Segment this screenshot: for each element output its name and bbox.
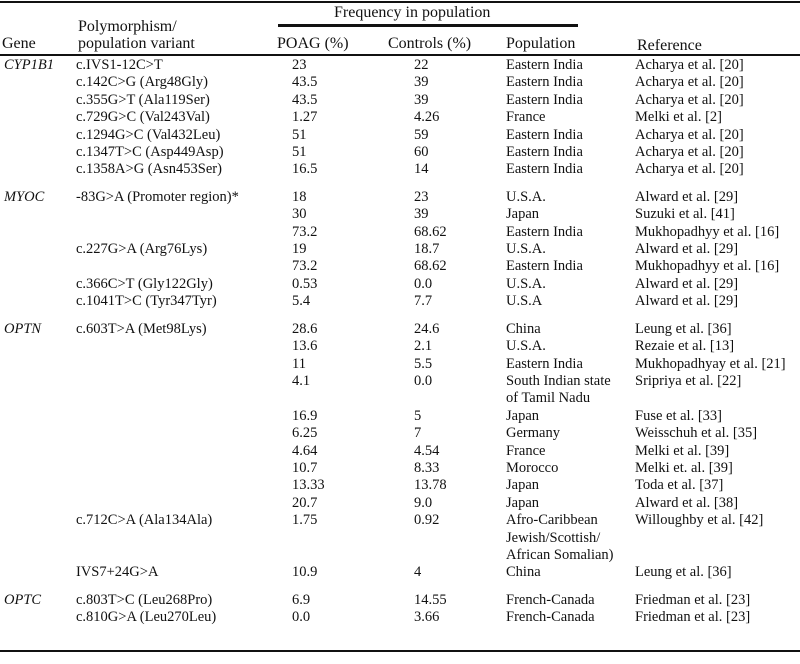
header-polymorphism-line2: population variant: [78, 35, 195, 52]
population-cell: [506, 356, 635, 373]
population-line: Eastern India: [506, 91, 583, 108]
reference-cell: Acharya et al. [20]: [635, 57, 744, 73]
controls-cell: 4.26: [414, 109, 440, 126]
variant-cell: c.1358A>G (Asn453Ser): [76, 161, 222, 178]
table-row: [0, 293, 800, 310]
gene-cell: [0, 338, 76, 355]
gene-cell: [0, 241, 76, 258]
poag-cell: 43.5: [292, 74, 318, 91]
poag-cell: 13.33: [292, 477, 325, 494]
variant-cell: c.603T>A (Met98Lys): [76, 320, 207, 337]
table-row: [0, 564, 800, 581]
population-line: African Somalian): [506, 546, 614, 563]
reference-cell: Fuse et al. [33]: [635, 407, 722, 424]
variant-cell: -83G>A (Promoter region)*: [76, 188, 239, 205]
poag-cell: 28.6: [292, 320, 318, 337]
table-row: [0, 321, 800, 338]
population-cell: [506, 161, 635, 178]
controls-cell: 0.0: [414, 372, 433, 389]
controls-cell: 24.6: [414, 320, 440, 337]
group-spacer: [0, 311, 800, 321]
variant-cell: c.1041T>C (Tyr347Tyr): [76, 293, 217, 310]
reference-cell: Acharya et al. [20]: [635, 126, 744, 143]
population-line: Germany: [506, 425, 560, 442]
population-cell: [506, 224, 635, 241]
gene-cell: [0, 161, 76, 178]
spacer-cell: [0, 311, 800, 321]
population-cell: [506, 109, 635, 126]
controls-cell: 14.55: [414, 591, 447, 608]
frequency-group-rule: [278, 24, 578, 27]
header-gene: Gene: [2, 35, 36, 52]
controls-cell: 7: [414, 425, 422, 442]
gene-cell: [0, 109, 76, 126]
population-line: U.S.A.: [506, 241, 546, 258]
header-controls: Controls (%): [388, 35, 472, 52]
poag-cell: 73.2: [292, 223, 318, 240]
reference-cell: Toda et al. [37]: [635, 477, 724, 494]
gene-cell: [0, 477, 76, 494]
poag-cell: 0.53: [292, 275, 318, 292]
population-cell: [506, 495, 635, 512]
population-line: French-Canada: [506, 591, 595, 608]
reference-cell: Suzuki et al. [41]: [635, 206, 735, 223]
controls-cell: 22: [414, 57, 429, 73]
population-line: Jewish/Scottish/: [506, 529, 601, 546]
variant-cell: [76, 258, 282, 275]
poag-cell: 10.7: [292, 459, 318, 476]
table-bottom-rule: [0, 650, 800, 652]
table-row: [0, 109, 800, 126]
population-cell: [506, 189, 635, 206]
population-cell: [506, 241, 635, 258]
population-cell: [506, 321, 635, 338]
population-cell: [506, 92, 635, 109]
poag-cell: 18: [292, 188, 307, 205]
reference-cell: Alward et al. [29]: [635, 275, 739, 292]
poag-cell: 30: [292, 206, 307, 223]
poag-cell: 23: [292, 57, 307, 73]
poag-cell: 4.64: [292, 442, 318, 459]
variant-cell: c.142C>G (Arg48Gly): [76, 74, 208, 91]
controls-cell: 39: [414, 74, 429, 91]
population-cell: [506, 592, 635, 609]
header-population: Population: [506, 35, 576, 52]
reference-cell: Alward et al. [38]: [635, 494, 739, 511]
poag-cell: 11: [292, 355, 306, 372]
reference-cell: Melki et al. [39]: [635, 442, 730, 459]
population-line: U.S.A.: [506, 338, 546, 355]
data-table: [0, 57, 800, 627]
population-cell: [506, 293, 635, 310]
reference-cell: Weisschuh et al. [35]: [635, 425, 758, 442]
population-line: French-Canada: [506, 609, 595, 626]
table-row: [0, 224, 800, 241]
controls-cell: 23: [414, 188, 429, 205]
header-frequency-group: Frequency in population: [334, 4, 491, 21]
population-line: Afro-Caribbean: [506, 512, 598, 529]
header-polymorphism-line1: Polymorphism/: [78, 18, 177, 35]
poag-cell: 1.75: [292, 512, 318, 529]
gene-cell: [0, 293, 76, 310]
variant-cell: [76, 408, 282, 425]
controls-cell: 18.7: [414, 241, 440, 258]
reference-cell: Rezaie et al. [13]: [635, 338, 735, 355]
population-line: U.S.A.: [506, 275, 546, 292]
reference-cell: Leung et al. [36]: [635, 564, 732, 581]
variant-cell: c.729G>C (Val243Val): [76, 109, 210, 126]
reference-cell: Mukhopadhyy et al. [16]: [635, 258, 780, 275]
variant-cell: c.803T>C (Leu268Pro): [76, 591, 213, 608]
population-line: Eastern India: [506, 144, 583, 161]
population-line: of Tamil Nadu: [506, 390, 591, 407]
controls-cell: 2.1: [414, 338, 433, 355]
table-row: [0, 338, 800, 355]
table-row: [0, 127, 800, 144]
table-row: [0, 408, 800, 425]
population-cell: [506, 460, 635, 477]
gene-cell: [0, 127, 76, 144]
poag-cell: 16.9: [292, 407, 318, 424]
population-line: U.S.A: [506, 293, 543, 310]
population-cell: [506, 609, 635, 626]
population-cell: [506, 477, 635, 494]
poag-cell: 0.0: [292, 609, 311, 626]
controls-cell: 13.78: [414, 477, 447, 494]
population-cell: [506, 512, 635, 564]
poag-cell: 43.5: [292, 91, 318, 108]
reference-cell: Mukhopadhyay et al. [21]: [635, 355, 786, 372]
population-line: China: [506, 564, 541, 581]
population-cell: [506, 564, 635, 581]
gene-cell: [0, 564, 76, 581]
spacer-cell: [0, 179, 800, 189]
controls-cell: 5: [414, 407, 422, 424]
table-row: [0, 512, 800, 564]
table-top-rule: [0, 1, 800, 3]
table-row: [0, 443, 800, 460]
table-row: [0, 495, 800, 512]
population-line: U.S.A.: [506, 188, 546, 205]
table-row: [0, 161, 800, 178]
reference-cell: Sripriya et al. [22]: [635, 372, 742, 389]
variant-cell: [76, 425, 282, 442]
poag-cell: 5.4: [292, 293, 311, 310]
controls-cell: 3.66: [414, 609, 440, 626]
gene-cell: [0, 276, 76, 293]
variant-cell: [76, 338, 282, 355]
variant-cell: c.227G>A (Arg76Lys): [76, 241, 208, 258]
table-row: [0, 241, 800, 258]
population-line: Japan: [506, 477, 540, 494]
variant-cell: [76, 373, 282, 408]
variant-cell: [76, 460, 282, 477]
population-line: Eastern India: [506, 126, 583, 143]
variant-cell: [76, 356, 282, 373]
poag-cell: 20.7: [292, 494, 318, 511]
population-line: Eastern India: [506, 161, 583, 178]
population-cell: [506, 258, 635, 275]
variant-cell: [76, 443, 282, 460]
table-row: [0, 477, 800, 494]
table-row: [0, 57, 800, 74]
population-cell: [506, 373, 635, 408]
poag-cell: 16.5: [292, 161, 318, 178]
population-cell: [506, 144, 635, 161]
poag-cell: 6.25: [292, 425, 318, 442]
group-spacer: [0, 179, 800, 189]
population-cell: [506, 276, 635, 293]
reference-cell: Alward et al. [29]: [635, 293, 739, 310]
variant-cell: [76, 477, 282, 494]
controls-cell: 39: [414, 91, 429, 108]
reference-cell: Friedman et al. [23]: [635, 591, 751, 608]
gene-cell: [0, 74, 76, 91]
controls-cell: 4.54: [414, 442, 440, 459]
controls-cell: 68.62: [414, 258, 447, 275]
gene-cell: [0, 224, 76, 241]
reference-cell: Acharya et al. [20]: [635, 74, 744, 91]
population-cell: [506, 57, 635, 74]
population-line: Eastern India: [506, 74, 583, 91]
population-cell: [506, 408, 635, 425]
gene-cell: [0, 460, 76, 477]
gene-cell: CYP1B1: [4, 57, 54, 73]
variant-cell: [76, 206, 282, 223]
controls-cell: 14: [414, 161, 429, 178]
group-spacer: [0, 582, 800, 592]
gene-cell: [0, 512, 76, 564]
table-row: [0, 373, 800, 408]
variant-cell: c.1294G>C (Val432Leu): [76, 126, 221, 143]
variant-cell: c.355G>T (Ala119Ser): [76, 91, 210, 108]
controls-cell: 60: [414, 144, 429, 161]
gene-cell: [0, 425, 76, 442]
reference-cell: Mukhopadhyy et al. [16]: [635, 223, 780, 240]
header-poag: POAG (%): [277, 35, 349, 52]
population-line: Eastern India: [506, 57, 583, 73]
table-row: [0, 206, 800, 223]
population-cell: [506, 425, 635, 442]
reference-cell: Acharya et al. [20]: [635, 161, 744, 178]
controls-cell: 9.0: [414, 494, 433, 511]
gene-cell: OPTN: [4, 320, 42, 337]
controls-cell: 4: [414, 564, 422, 581]
population-line: Morocco: [506, 459, 559, 476]
gene-cell: [0, 356, 76, 373]
reference-cell: Friedman et al. [23]: [635, 609, 751, 626]
spacer-cell: [0, 582, 800, 592]
population-line: China: [506, 320, 541, 337]
poag-cell: 19: [292, 241, 307, 258]
reference-cell: Alward et al. [29]: [635, 241, 739, 258]
variant-cell: c.1347T>C (Asp449Asp): [76, 144, 224, 161]
poag-cell: 73.2: [292, 258, 318, 275]
controls-cell: 39: [414, 206, 429, 223]
population-line: Eastern India: [506, 355, 583, 372]
controls-cell: 5.5: [414, 355, 433, 372]
controls-cell: 0.0: [414, 275, 433, 292]
population-line: South Indian state: [506, 372, 611, 389]
population-line: France: [506, 109, 546, 126]
poag-cell: 51: [292, 126, 307, 143]
population-line: Eastern India: [506, 223, 583, 240]
table-row: [0, 189, 800, 206]
population-cell: [506, 206, 635, 223]
reference-cell: Leung et al. [36]: [635, 320, 732, 337]
population-line: Eastern India: [506, 258, 583, 275]
poag-cell: 6.9: [292, 591, 311, 608]
reference-cell: Alward et al. [29]: [635, 188, 739, 205]
poag-cell: 10.9: [292, 564, 318, 581]
table-row: [0, 258, 800, 275]
gene-cell: [0, 373, 76, 408]
variant-cell: c.IVS1-12C>T: [76, 57, 163, 73]
reference-cell: Willoughby et al. [42]: [635, 512, 764, 529]
reference-cell: Acharya et al. [20]: [635, 144, 744, 161]
controls-cell: 8.33: [414, 459, 440, 476]
header-rule: [0, 54, 800, 56]
variant-cell: c.366C>T (Gly122Gly): [76, 275, 213, 292]
controls-cell: 68.62: [414, 223, 447, 240]
population-line: Japan: [506, 206, 540, 223]
gene-cell: [0, 144, 76, 161]
gene-cell: [0, 258, 76, 275]
gene-cell: [0, 408, 76, 425]
population-line: France: [506, 442, 546, 459]
reference-cell: Acharya et al. [20]: [635, 91, 744, 108]
poag-cell: 13.6: [292, 338, 318, 355]
header-reference: Reference: [637, 37, 702, 54]
variant-cell: c.712C>A (Ala134Ala): [76, 512, 213, 529]
variant-cell: [76, 495, 282, 512]
table-row: [0, 356, 800, 373]
controls-cell: 0.92: [414, 512, 440, 529]
population-line: Japan: [506, 407, 540, 424]
gene-cell: [0, 609, 76, 626]
population-cell: [506, 74, 635, 91]
gene-cell: [0, 495, 76, 512]
variant-cell: [76, 224, 282, 241]
gene-cell: MYOC: [4, 188, 45, 205]
population-cell: [506, 127, 635, 144]
poag-cell: 4.1: [292, 372, 311, 389]
reference-cell: Melki et. al. [39]: [635, 459, 733, 476]
population-cell: [506, 338, 635, 355]
table-row: [0, 276, 800, 293]
table-row: [0, 592, 800, 609]
gene-cell: [0, 206, 76, 223]
gene-cell: [0, 443, 76, 460]
controls-cell: 7.7: [414, 293, 433, 310]
variant-cell: c.810G>A (Leu270Leu): [76, 609, 217, 626]
variant-cell: IVS7+24G>A: [76, 564, 159, 581]
gene-cell: [0, 92, 76, 109]
poag-cell: 1.27: [292, 109, 318, 126]
table-row: [0, 74, 800, 91]
table-row: [0, 92, 800, 109]
gene-cell: OPTC: [4, 591, 42, 608]
population-cell: [506, 443, 635, 460]
table-row: [0, 609, 800, 626]
controls-cell: 59: [414, 126, 429, 143]
table-row: [0, 144, 800, 161]
population-line: Japan: [506, 494, 540, 511]
reference-cell: Melki et al. [2]: [635, 109, 722, 126]
table-row: [0, 425, 800, 442]
table-row: [0, 460, 800, 477]
poag-cell: 51: [292, 144, 307, 161]
